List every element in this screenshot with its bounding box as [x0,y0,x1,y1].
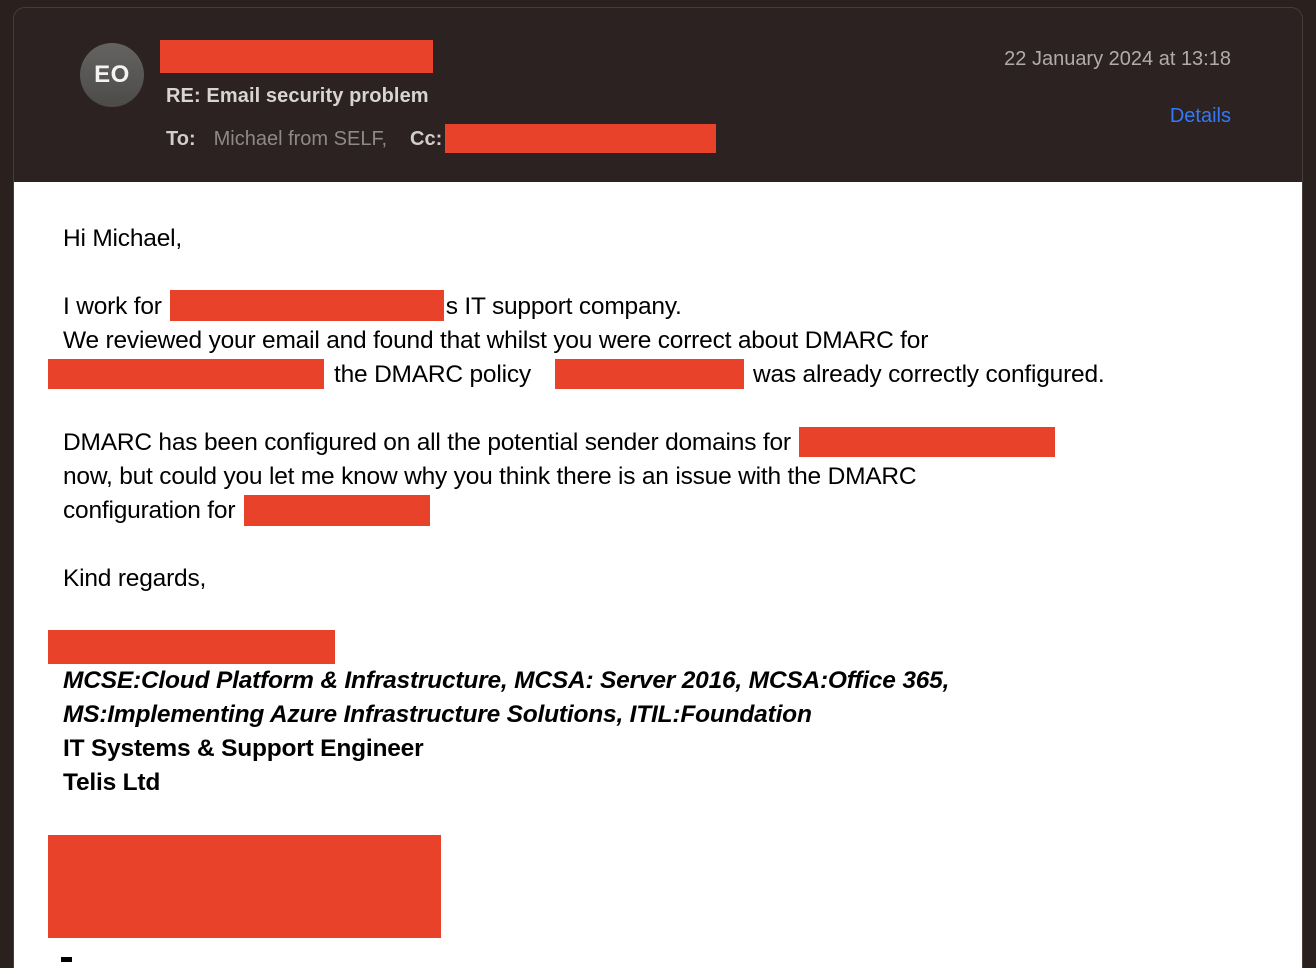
recipients-row [166,124,716,154]
paragraph2-line2: now, but could you let me know why you think there is an issue with the DMARC [63,463,917,490]
paragraph2-line1 [63,426,1302,460]
subject-line: RE: Email security problem [166,85,429,107]
signature-certs-line1: MCSE:Cloud Platform & Infrastructure, MCSA: Server 2016, MCSA:Office 365, [63,667,950,694]
p1l3-text-mid: the DMARC policy [334,361,531,388]
message-card [13,7,1303,968]
to-label: To: [166,128,196,150]
paragraph1-line1 [63,290,1302,324]
paragraph1-line3 [63,358,1302,392]
closing-line: Kind regards, [63,565,207,592]
details-link[interactable]: Details [1169,105,1231,127]
truncated-separator-dash [61,957,72,962]
redacted-policy-domain [555,359,744,389]
blank-line [63,528,1302,562]
p1l1-text-pre: I work for [63,293,162,320]
blank-line [63,392,1302,426]
signature-company: Telis Ltd [63,769,161,796]
p2l3-text-pre: configuration for [63,497,236,524]
redacted-company-logo [48,835,441,938]
greeting-line: Hi Michael, [63,225,182,252]
message-body [14,182,1302,968]
signature-name-line [63,630,1302,664]
redacted-sender-name [160,40,433,73]
blank-line [63,256,1302,290]
paragraph2-line3 [63,494,1302,528]
redacted-signature-name [48,630,335,664]
redacted-company-name [170,290,444,321]
avatar-initials: EO [94,61,130,88]
signature-certs-line2: MS:Implementing Azure Infrastructure Solutions, ITIL:Foundation [63,701,812,728]
cc-label: Cc: [410,128,443,150]
message-header [14,8,1302,182]
p2l1-text-pre: DMARC has been configured on all the potential sender domains for [63,429,791,456]
recipient-token[interactable]: Michael from SELF, [213,128,387,150]
redacted-cc-recipient [445,124,716,153]
blank-line [63,596,1302,630]
p1l3-text-post: was already correctly configured. [752,361,1105,388]
paragraph1-line2: We reviewed your email and found that whilst you were correct about DMARC for [63,327,929,354]
redacted-domain [48,359,324,389]
message-date: 22 January 2024 at 13:18 [1004,48,1231,70]
p1l1-text-post: s IT support company. [445,293,682,320]
avatar[interactable] [80,43,144,107]
redacted-domain-2 [244,495,430,526]
redacted-company-name-2 [799,427,1055,457]
signature-role: IT Systems & Support Engineer [63,735,424,762]
